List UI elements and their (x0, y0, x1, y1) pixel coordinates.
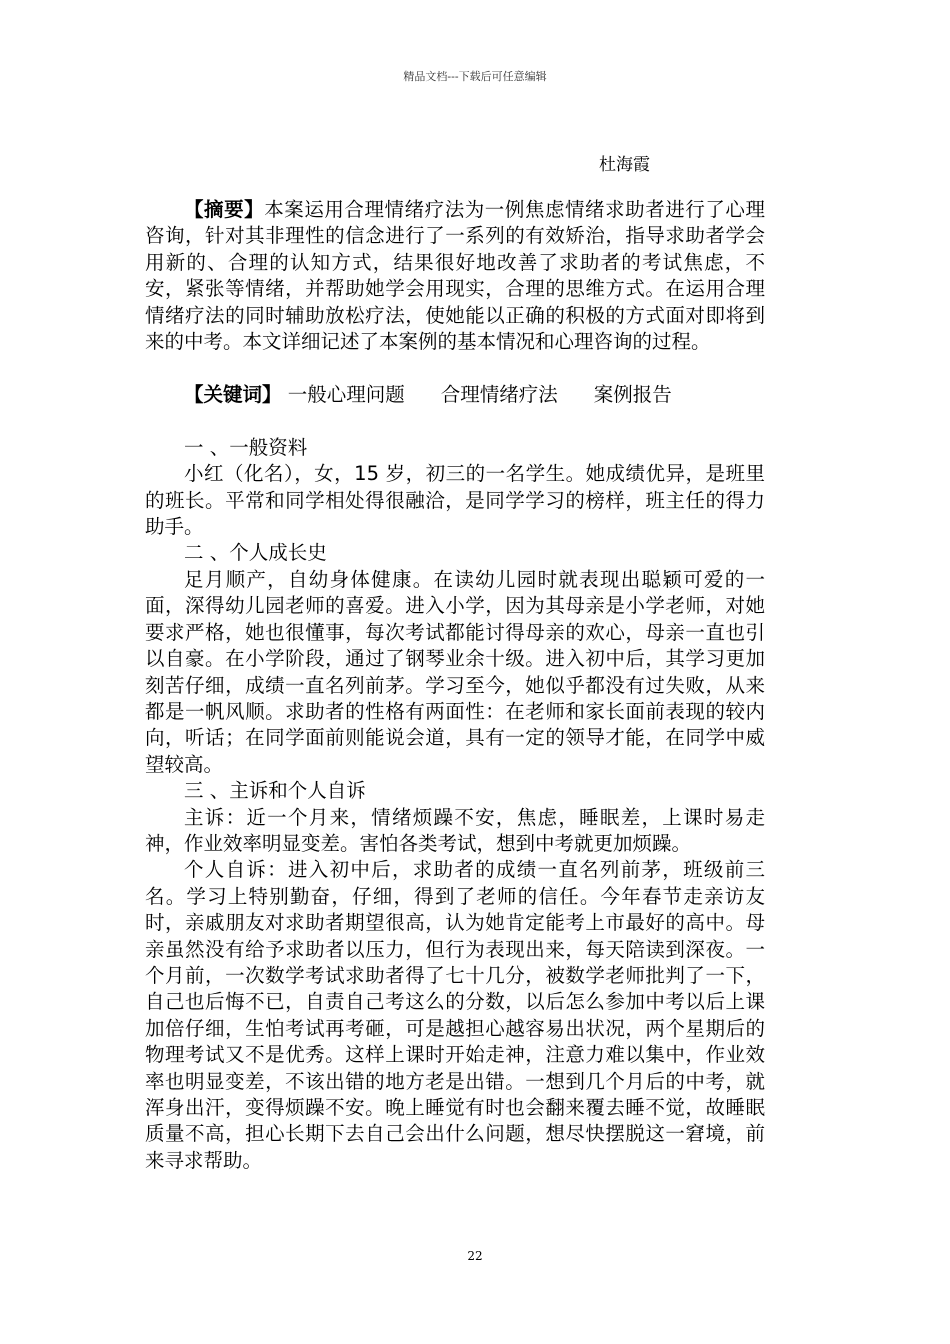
keyword-item: 一般心理问题 (287, 383, 405, 407)
abstract-text: 本案运用合理情绪疗法为一例焦虑情绪求助者进行了心理咨询，针对其非理性的信念进行了一系列的有效矫治，指导求助者学会用新的、合理的认知方式，结果很好地改善了求助者的考试焦虑，不安，紧张等情绪，并帮助她学会用现实，合理的思维方式。在运用合理情绪疗法的同时辅助放松疗法，使她能以正确的积极的方式面对即将到来的中考。本文详细记述了本案例的基本情况和心理咨询的过程。 (145, 198, 765, 354)
body-paragraph: 主诉：近一个月来，情绪烦躁不安，焦虑，睡眠差，上课时易走神，作业效率明显变差。害怕各类考试，想到中考就更加烦躁。 (145, 805, 765, 855)
abstract-paragraph (145, 197, 765, 355)
keywords-line (145, 382, 765, 408)
body-paragraph: 个人自诉：进入初中后，求助者的成绩一直名列前茅，班级前三名。学习上特别勤奋，仔细，得到了老师的信任。今年春节走亲访友时，亲戚朋友对求助者期望很高，认为她肯定能考上市最好的高中。母亲虽然没有给予求助者以压力，但行为表现出来，每天陪读到深夜。一个月前，一次数学考试求助者得了七十几分，被数学老师批判了一下，自己也后悔不已，自责自己考这么的分数，以后怎么参加中考以后上课加倍仔细，生怕考试再考砸，可是越担心越容易出状况，两个星期后的物理考试又不是优秀。这样上课时开始走神，注意力难以集中，作业效率也明显变差，不该出错的地方老是出错。一想到几个月后的中考，就浑身出汗，变得烦躁不安。晚上睡觉有时也会翻来覆去睡不觉，故睡眠质量不高，担心长期下去自己会出什么问题，想尽快摆脱这一窘境，前来寻求帮助。 (145, 858, 765, 1172)
author-name: 杜海霞 (599, 155, 650, 175)
section-heading: 三 、主诉和个人自诉 (184, 779, 366, 803)
page-header: 精品文档---下载后可任意编辑 (403, 70, 547, 83)
body-paragraph: 足月顺产，自幼身体健康。在读幼儿园时就表现出聪颖可爱的一面，深得幼儿园老师的喜爱。进入小学，因为其母亲是小学老师，对她要求严格，她也很懂事，每次考试都能讨得母亲的欢心，母亲一直也引以自豪。在小学阶段，通过了钢琴业余十级。进入初中后，其学习更加刻苦仔细，成绩一直名列前茅。学习至今，她似乎都没有过失败，从来都是一帆风顺。求助者的性格有两面性：在老师和家长面前表现的较内向，听话；在同学面前则能说会道，具有一定的领导才能，在同学中威望较高。 (145, 567, 765, 776)
keywords-label: 【关键词】 (184, 383, 282, 407)
keyword-item: 合理情绪疗法 (440, 383, 558, 407)
keyword-item: 案例报告 (593, 383, 672, 407)
section-heading: 一 、一般资料 (184, 435, 308, 459)
page-number: 22 (467, 1249, 483, 1263)
abstract-label: 【摘要】 (184, 198, 265, 221)
section-heading: 二 、个人成长史 (184, 541, 327, 565)
document-body (145, 197, 765, 1174)
body-paragraph: 小红（化名），女，15 岁，初三的一名学生。她成绩优异，是班里的班长。平常和同学相处得很融洽，是同学学习的榜样，班主任的得力助手。 (145, 462, 765, 539)
